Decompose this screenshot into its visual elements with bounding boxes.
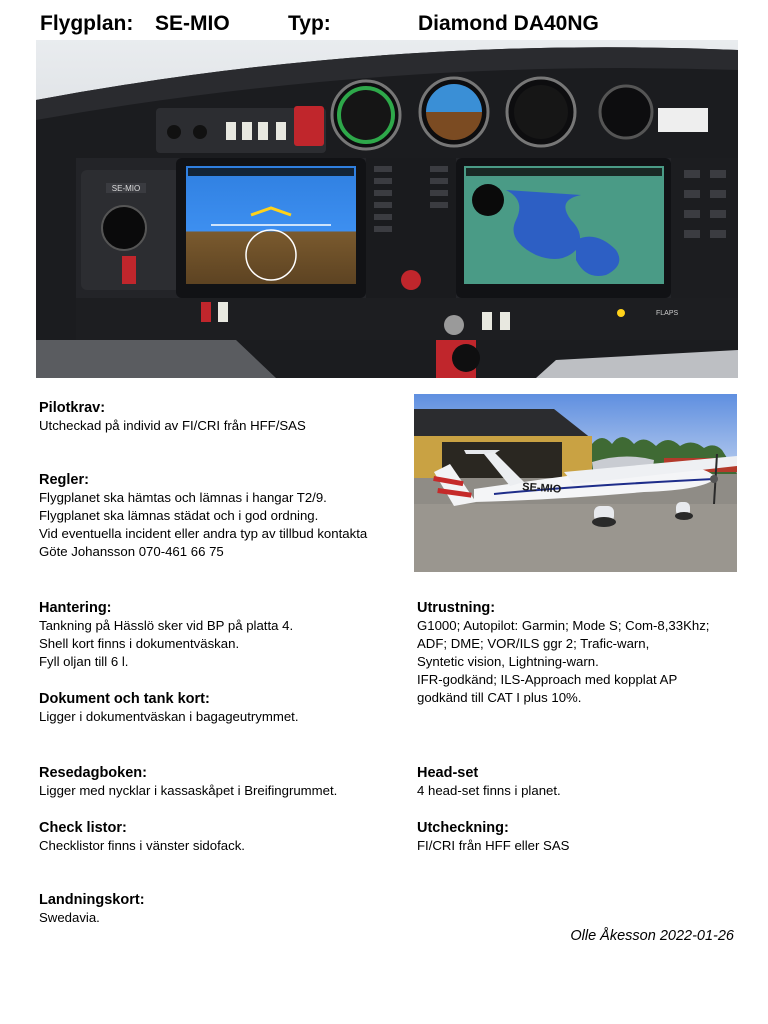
regler-line: Göte Johansson 070-461 66 75 (39, 544, 224, 559)
section-utrustning (417, 599, 709, 707)
section-dokument (39, 690, 299, 726)
flaps-label: FLAPS (656, 310, 679, 317)
section-regler (39, 471, 367, 561)
hantering-line: Fyll oljan till 6 l. (39, 654, 129, 669)
utrustning-line: IFR-godkänd; ILS-Approach med kopplat AP (417, 672, 678, 687)
utcheckning-heading: Utcheckning: (417, 820, 509, 836)
header-aircraft-type: Diamond DA40NG (418, 12, 599, 35)
section-landningskort (39, 891, 145, 927)
utcheckning-line: FI/CRI från HFF eller SAS (417, 838, 570, 853)
pilotkrav-line: Utcheckad på individ av FI/CRI från HFF/SAS (39, 418, 306, 433)
landningskort-heading: Landningskort: (39, 892, 145, 908)
panel-registration: SE-MIO (111, 184, 141, 193)
section-utcheckning (417, 819, 569, 855)
utrustning-line: ADF; DME; VOR/ILS ggr 2; Trafic-warn, (417, 636, 650, 651)
regler-line: Vid eventuella incident eller andra typ av tillbud kontakta (39, 526, 368, 541)
section-headset (417, 764, 561, 800)
headset-line: 4 head-set finns i planet. (417, 783, 561, 798)
aircraft-photo (414, 394, 737, 572)
section-pilotkrav (39, 399, 306, 435)
dokument-heading: Dokument och tank kort: (39, 691, 210, 707)
checklistor-heading: Check listor: (39, 820, 127, 836)
regler-line: Flygplanet ska lämnas städat och i god ordning. (39, 508, 319, 523)
headset-heading: Head-set (417, 765, 479, 781)
header-registration: SE-MIO (155, 12, 230, 35)
hantering-line: Shell kort finns i dokumentväskan. (39, 636, 240, 651)
hantering-line: Tankning på Hässlö sker vid BP på platta 4. (39, 618, 294, 633)
landningskort-line: Swedavia. (39, 910, 100, 925)
regler-line: Flygplanet ska hämtas och lämnas i hangar T2/9. (39, 490, 327, 505)
checklistor-line: Checklistor finns i vänster sidofack. (39, 838, 245, 853)
section-hantering (39, 599, 293, 671)
dokument-line: Ligger i dokumentväskan i bagageutrymmet. (39, 709, 299, 724)
header-plan-label: Flygplan: (40, 12, 134, 35)
resedagboken-heading: Resedagboken: (39, 765, 147, 781)
resedagboken-line: Ligger med nycklar i kassaskåpet i Breifingrummet. (39, 783, 338, 798)
section-resedagboken (39, 764, 337, 800)
utrustning-line: godkänd till CAT I plus 10%. (417, 690, 582, 705)
utrustning-line: G1000; Autopilot: Garmin; Mode S; Com-8,33Khz; (417, 618, 710, 633)
utrustning-line: Syntetic vision, Lightning-warn. (417, 654, 599, 669)
pilotkrav-heading: Pilotkrav: (39, 400, 106, 416)
signature: Olle Åkesson 2022-01-26 (570, 928, 734, 944)
cockpit-photo (36, 40, 738, 378)
header-type-label: Typ: (288, 12, 331, 35)
utrustning-heading: Utrustning: (417, 600, 496, 616)
regler-heading: Regler: (39, 472, 89, 488)
section-checklistor (39, 819, 245, 855)
hantering-heading: Hantering: (39, 600, 112, 616)
aircraft-registration-marking: SE-MIO (521, 481, 562, 496)
